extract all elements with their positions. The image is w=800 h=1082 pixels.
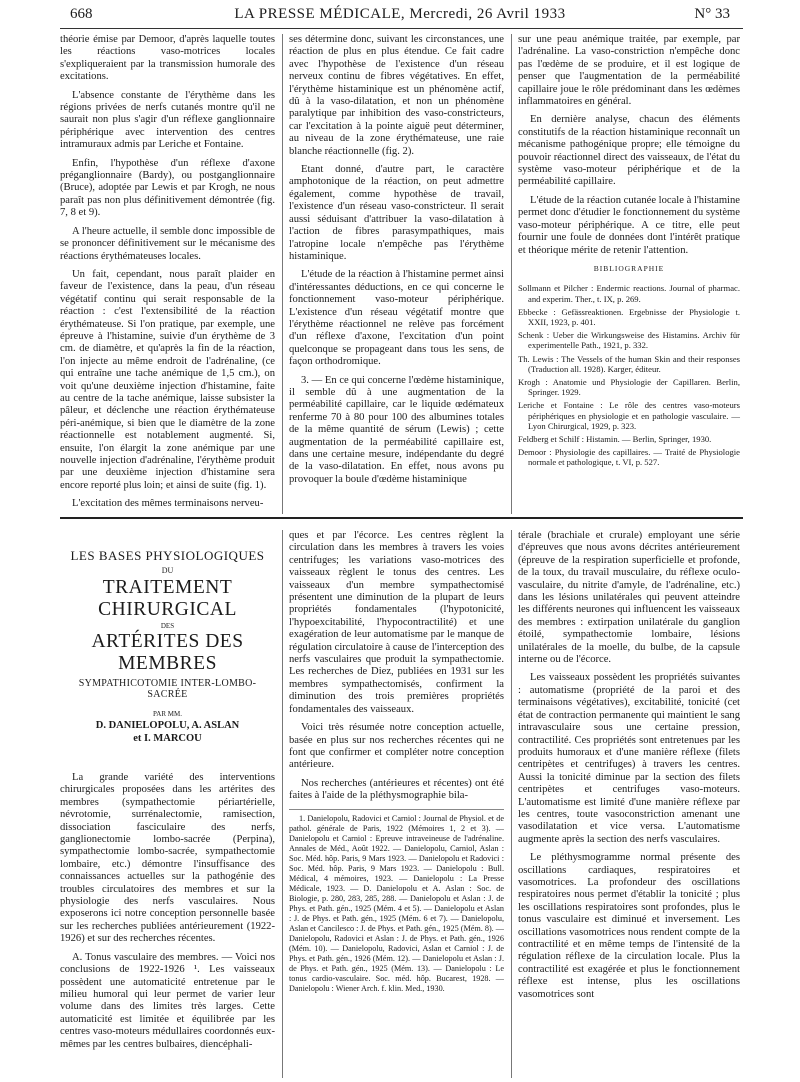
paragraph: En dernière analyse, chacun des éléments constitutifs de la réaction histaminique reconnaît un mécanisme pathogénique propre; elle témoigne du pouvoir réactionnel direct des vaisseaux, de l'état du système vaso-moteur périphérique et de la perméabilité capillaire. — [518, 114, 740, 188]
bibliography-entry: Feldberg et Schilf : Histamin. — Berlin, Springer, 1930. — [518, 433, 712, 444]
bibliography-entry: Th. Lewis : The Vessels of the human Skin and their responses (Traduction all. 1928). Karger, éditeur. — [518, 353, 740, 374]
title-line-3: ARTÉRITES DES MEMBRES — [91, 631, 244, 674]
column-divider — [511, 34, 512, 514]
paragraph: Nos recherches (antérieures et récentes) ont été faites à l'aide de la pléthysmographie bila- — [289, 777, 504, 802]
header-rule — [60, 28, 743, 29]
paragraph: Le pléthysmogramme normal présente des oscillations cardiaques, respiratoires et vasomotrices. La profondeur des oscillations respiratoires nous permet d'établir la tonicité ; plus les oscillations respiratoires sont profondes, plus le tonus vasculaire est diminué et inversement. Les oscillations vasomotrices nous rendent compte de la contractilité et en même temps de l'intensité de la régulation réflexe de la circulation locale. Plus la contractilité est exagérée et plus le fonctionnement réflexe est intense, plus les oscillations vasomotrices sont — [518, 852, 740, 1000]
paragraph: A l'heure actuelle, il semble donc impossible de se prononcer définitivement sur le mécanisme des réactions érythémateuses locales. — [60, 225, 275, 262]
bibliography-entry: Demoor : Physiologie des capillaires. — Traité de Physiologie normale et pathologique, t. VI, p. 527. — [518, 447, 740, 468]
top-column-3 — [518, 34, 740, 471]
paragraph: ses détermine donc, suivant les circonstances, une réaction de plus en plus étendue. Ce fait cadre avec l'hypothèse de l'existence d'un réseau nerveux continu de fibres végétatives. En effet, l'érythème histaminique est un phénomène actif, dû à la vaso-dilatation, et non un phénomène paralytique par inhibition des vaso-constricteurs, car l'excitation à la pointe aiguë peut déterminer, au niveau de la zone érythémateuse, une raie blanche réactionnelle (fig. 2). — [289, 34, 504, 157]
footnote — [289, 809, 504, 994]
paragraph: A. Tonus vasculaire des membres. — Voici nos conclusions de 1922-1926 ¹. Les vaisseaux possèdent une automaticité entretenue par le milieu humoral qui leur permet de varier leur volume dans des limites très larges. Cette automaticité est limitée et équilibrée par les centres vaso-moteurs médullaires coordonnés eux-mêmes par les centres bulbaires, diencéphali- — [60, 951, 275, 1050]
paragraph: La grande variété des interventions chirurgicales proposées dans les artérites des membres (sympathectomie périartérielle, névrotomie, surrénalectomie, ramisection, dissociation fasciculaire des nerfs, ganglionectomie lombo-sacrée (Perpina), sympathectomie lombo-sacrée, sympathectomie lombaire, etc.) démontre l'insuffisance des connaissances actuelles sur la pathogénie des troubles circulatoires des membres et sur la physiologie des nerfs vasculaires. Nous exposerons ici notre conception personnelle basée sur les recherches publiées antérieurement (1922-1926) et sur des recherches récentes. — [60, 772, 275, 945]
bottom-column-2 — [289, 530, 504, 994]
column-divider — [282, 530, 283, 1078]
paragraph: L'excitation des mêmes terminaisons nerveu- — [72, 498, 264, 510]
top-column-2 — [289, 34, 504, 492]
bottom-column-1 — [60, 772, 275, 1057]
paragraph: L'étude de la réaction à l'histamine permet ainsi d'intéressantes déductions, en ce qui concerne le fonctionnement vaso-moteur périphérique. L'existence d'un réseau végétatif montre que l'érythème réactionnel ne relève pas forcément d'un réflexe d'axone, l'excitation d'un point quelconque se propageant dans tous les sens, de façon orthodromique. — [289, 269, 504, 368]
paragraph: L'étude de la réaction cutanée locale à l'histamine permet donc d'étudier le fonctionnement du système vaso-moteur périphérique. A ce titre, elle peut fournir une foule de données dont l'intérêt pratique et théorique mérite de retenir l'attention. — [518, 194, 740, 256]
column-divider — [511, 530, 512, 1078]
paragraph: Un fait, cependant, nous paraît plaider en faveur de l'existence, dans la peau, d'un réseau végétatif continu qui serait responsable de la réaction : c'est l'extensibilité de la réaction érythémateuse. Si l'on pratique, par exemple, une épreuve à l'histamine, suivie d'un érythème de 3 cm. de diamètre, et qu'après la fin de la réaction, l'on injecte au même endroit de l'adrénaline, (ce qui entraîne une tache anémique de 1,5 cm.), on voit qu'une deuxième injection d'histamine, faite au centre de la tache anémique, laisse subsister la pâleur, et déclenche une réaction érythémateuse péri-anémique, si bien que le diamètre de la zone réactionnelle est notablement augmenté. Si, ensuite, l'on élargit la zone anémique par une nouvelle injection d'adrénaline, l'érythème produit par une deuxième injection d'histamine sera encore reporté plus loin; et ainsi de suite (fig. 1). — [60, 268, 275, 491]
column-divider — [282, 34, 283, 514]
footnote-text: 1. Danielopolu, Radovici et Carniol : Journal de Physiol. et de pathol. générale de Paris, 1922 (Mémoires 1, 2 et 3). — Danielopolu et Carniol : Epreuve intraveineuse de l'adrénaline. Annales de Méd., Août 1922. — Danielopolu, Carniol, Aslan : Soc. Méd. hôp. Paris, 9 Mars 1923. — Danielopolu et Radovici : Soc. Méd. hôp. Paris, 9 Mars 1923. — Danielopolu : Bull. Médical, 4 mémoires, 1923. — Danielopolu : La Presse Médicale, 1923. — D. Danielopolu et A. Aslan : Soc. de Biologie, p. 280, 283, 285, 288. — Danielopolu et Aslan : J. de Phys. et Path. gén., 1925 (Mém. 4 et 5). — Danielopolu et Aslan : J. de Phys. et Path. gén., 1925 (Mém. 6 et 7). — Danielopolu, Aslan et Cancilesco : J. de Phys. et Path. gén., 1925 (Mém. 8). — Danielopolu, Radovici et Aslan : J. de Phys. et Path. gén., 1926 (Mém. 10). — Danielopolu, Radovici, Aslan et Carniol : J. de Phys. et Path. gén., 1926 (Mém. 12). — Danielopolu et Aslan : J. de Phys. et Path. gén., 1925 (Mém. 13). — Danielopolu : Le tonus cardio-vasculaire. Soc. méd. hôp. Bucarest, 1928. — Danielopolu : Wiener Arch. f. klin. Med., 1930. — [289, 813, 504, 993]
paragraph: L'absence constante de l'érythème dans les régions privées de nerfs cutanés montre qu'il ne saurait non plus s'agir d'un réflexe ganglionnaire périphérique avec intervention des centres intramuraux admis par Leriche et Fontaine. — [60, 89, 275, 151]
paragraph: Les vaisseaux possèdent les propriétés suivantes : automatisme (propriété de la paroi et des terminaisons végétatives), excitabilité, tonicité (cet état de contraction permanente qui maintient le sang intravasculaire sous une certaine pression, contractilité. Ces propriétés sont entretenues par les produits humoraux et d'une manière réflexe (filets centripètes et centrifuges) à travers les centres. Aussi la tonicité diminue par la section des filets centripètes et centrifuges vaso-moteurs. L'automatisme est limité d'une manière réflexe par les centres, toute vasoconstriction amenant une vasodilatation et vice versa. L'automatisme augmente après la section des nerfs vasculaires. — [518, 672, 740, 845]
article-separator-rule — [60, 517, 743, 519]
bottom-column-3 — [518, 530, 740, 1007]
article-subtitle: SYMPATHICOTOMIE INTER-LOMBO-SACRÉE — [78, 678, 257, 700]
bibliography-heading: BIBLIOGRAPHIE — [593, 263, 665, 273]
bibliography-entry: Sollmann et Pilcher : Endermic reactions. Journal of pharmac. and experim. Ther., t. IX, p. 269. — [518, 283, 740, 304]
title-line-2: TRAITEMENT CHIRURGICAL — [98, 577, 237, 620]
authors-prefix: PAR MM. — [153, 710, 182, 718]
title-line-1: LES BASES PHYSIOLOGIQUES — [70, 548, 265, 563]
paragraph: Etant donné, d'autre part, le caractère amphotonique de la réaction, on peut admettre également, comme hypothèse de travail, l'existence d'un réseau vaso-constricteur. Il serait aussi séduisant d'attribuer la vaso-dilatation à l'action de fibres parasympathiques, mais l'atropine locale n'empêche pas l'érythème histaminique. — [289, 164, 504, 262]
paragraph: sur une peau anémique traitée, par exemple, par l'adrénaline. La vaso-constriction n'empêche donc pas l'œdème de se produire, et il est logique de penser que l'augmentation de la perméabilité capillaire joue le rôle prédominant dans les œdèmes inflammatoires en général. — [518, 34, 740, 108]
journal-title: LA PRESSE MÉDICALE, Mercredi, 26 Avril 1933 — [234, 6, 566, 22]
issue-number: N° 33 — [694, 6, 730, 22]
bibliography-entry: Ebbecke : Gefässreaktionen. Ergebnisse der Physiologie t. XXII, 1923, p. 401. — [518, 306, 740, 327]
authors-line-1: D. DANIELOPOLU, A. ASLAN — [95, 720, 240, 731]
paragraph: térale (brachiale et crurale) employant une série d'épreuves que nous avons décrites antérieurement (épreuve de la respiration superficielle et profonde, de la toux, du travail musculaire, du réflexe oculo-vasculaire, du nitrite d'amyle, de l'adrénaline, etc.) dans les lésions unilatérales qui peuvent atteindre les différents neurones qui influencent les vaisseaux des membres : extirpation unilatérale du ganglion étoilé, sympathectomie lombaire, lésions unilatérales de la moelle, du bulbe, de la capsule interne ou de l'écorce. — [518, 530, 740, 666]
top-column-1 — [60, 34, 275, 517]
paragraph: 3. — En ce qui concerne l'œdème histaminique, il semble dû à une augmentation de la perméabilité capillaire, car le liquide œdémateux renferme 70 à 80 pour 100 des albumines totales de la même quantité de sérum (Lewis) ; cette augmentation de la perméabilité capillaire est, dans une certaine mesure, indépendante du degré de la vaso-dilatation. En effet, nous avons pu provoquer la boule d'œdème histaminique — [289, 374, 504, 485]
title-connector: DES — [160, 622, 175, 630]
bibliography-entry: Leriche et Fontaine : Le rôle des centres vaso-moteurs périphériques en physiologie et en pathologie vasculaire. — Lyon Chirurgical, 1929, p. 323. — [518, 400, 740, 431]
article-title-block — [65, 548, 270, 744]
paragraph: Enfin, l'hypothèse d'un réflexe d'axone préganglionnaire (Bardy), ou postganglionnaire (Bruce), adoptée par Lewis et par Krogh, ne nous paraît pas non plus définitivement démontrée (fig. 7, 8 et 9). — [60, 157, 275, 219]
paragraph: Voici très résumée notre conception actuelle, basée en plus sur nos recherches récentes qui ne font que confirmer et compléter notre conception antérieure. — [289, 722, 504, 771]
authors-line-2: et I. MARCOU — [133, 733, 202, 744]
paragraph: ques et par l'écorce. Les centres règlent la circulation dans les membres à travers les voies centrifuges; les variations vaso-motrices des vaisseaux règlent le tonus des centres. Les vaisseaux d'un membre sympathectomisé présentent une diminution de la plupart de leurs propriétés fondamentales (l'hypotonicité, l'hypoexcitabilité, l'hypocontractilité) et une exagération de leur automatisme par le manque de régulation circulatoire à cause de l'interception des nerfs vasculaires que produit la sympathectomie. Les recherches de Diez, publiées en 1931 sur les membres sympathectomisés, confirment la diminution des trois premières propriétés fondamentales des vaisseaux. — [289, 530, 504, 715]
page-header — [70, 6, 730, 26]
bibliography-entry: Krogh : Anatomie und Physiologie der Capillaren. Berlin, Springer. 1929. — [518, 376, 740, 398]
page-number: 668 — [70, 6, 93, 22]
title-connector: DU — [161, 566, 174, 575]
bibliography-entry: Schenk : Ueber die Wirkungsweise des Histamins. Archiv für experimentelle Path., 1921, p. 332. — [518, 330, 740, 351]
paragraph: théorie émise par Demoor, d'après laquelle toutes les réactions vaso-motrices locales s'expliqueraient par la transmission humorale des excitations. — [60, 34, 275, 83]
